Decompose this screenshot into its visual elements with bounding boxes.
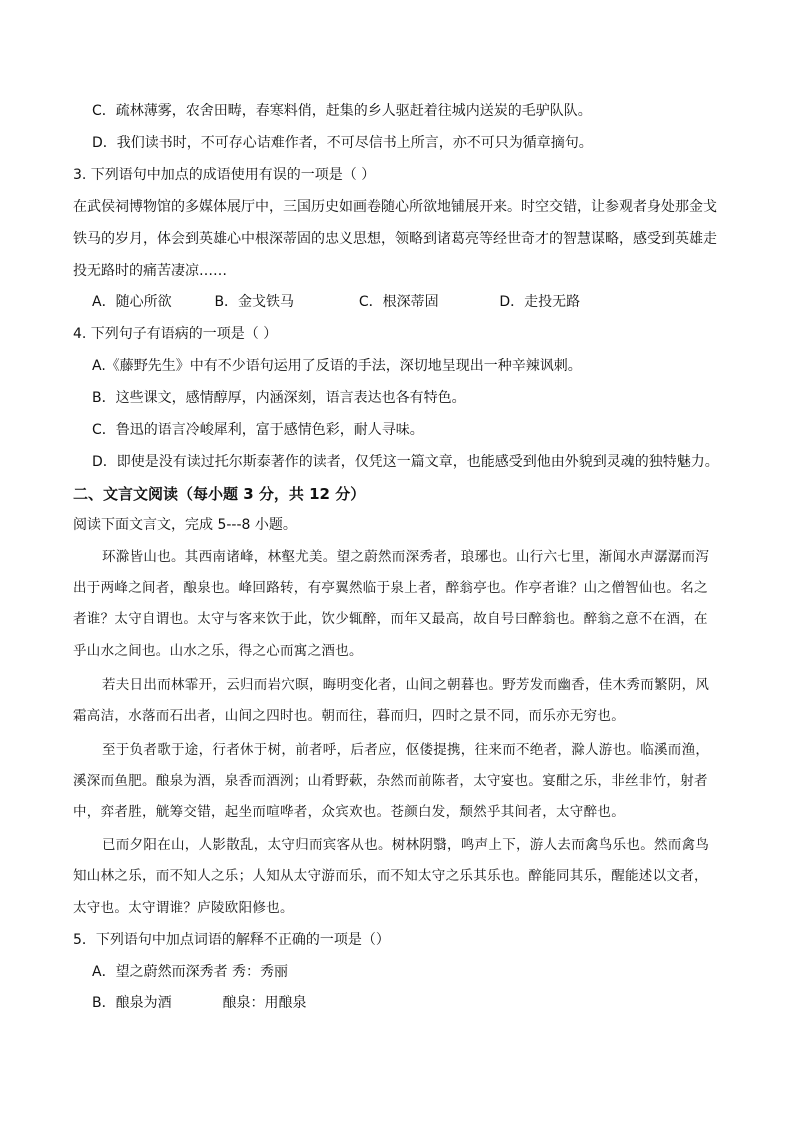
passage-p4-line-2: 知山林之乐，而不知人之乐；人知从太守游而乐，而不知太守之乐其乐也。醉能同其乐，醒能述以文者， bbox=[73, 868, 708, 884]
q5-stem: 5．下列语句中加点词语的解释不正确的一项是（） bbox=[73, 932, 390, 948]
q2-option-c: C．疏林薄雾，农舍田畴，春寒料俏，赶集的乡人驱赶着往城内送炭的毛驴队队。 bbox=[92, 103, 592, 119]
passage-p1-line-4: 乎山水之间也。山水之乐，得之心而寓之酒也。 bbox=[73, 643, 363, 659]
q5-option-b-text: B．酿泉为酒 bbox=[92, 995, 172, 1011]
passage-p3-line-3: 中，弈者胜，觥筹交错，起坐而喧哗者，众宾欢也。苍颜白发，颓然乎其间者，太守醉也。 bbox=[73, 804, 625, 820]
q4-option-b: B．这些课文，感情醇厚，内涵深刻，语言表达也各有特色。 bbox=[92, 390, 466, 406]
q3-stem: 3. 下列语句中加点的成语使用有误的一项是（ ） bbox=[73, 167, 376, 183]
q4-option-c: C．鲁迅的语言冷峻犀利，富于感情色彩，耐人寻味。 bbox=[92, 422, 424, 438]
passage-p3-line-2: 溪深而鱼肥。酿泉为酒，泉香而酒洌；山肴野蔌，杂然而前陈者，太守宴也。宴酣之乐，非丝非竹，射者 bbox=[73, 773, 708, 789]
q4-option-a: A.《藤野先生》中有不少语句运用了反语的手法，深切地呈现出一种辛辣讽刺。 bbox=[92, 358, 582, 374]
q2-option-d: D．我们读书时，不可存心诘难作者，不可尽信书上所言，亦不可只为循章摘句。 bbox=[92, 135, 593, 151]
passage-p3-line-1: 至于负者歌于途，行者休于树，前者呼，后者应，伛偻提携，往来而不绝者，滁人游也。临溪而渔， bbox=[102, 742, 710, 758]
q3-option-d: D．走投无路 bbox=[499, 294, 581, 310]
q3-passage-line-3: 投无路时的痛苦凄凉…… bbox=[73, 263, 227, 279]
q5-option-b-gloss: 酿泉：用酿泉 bbox=[222, 995, 307, 1011]
section-2-heading: 二、文言文阅读（每小题 3 分，共 12 分） bbox=[73, 485, 366, 503]
q5-option-a: A．望之蔚然而深秀者 秀：秀丽 bbox=[92, 964, 289, 980]
q4-stem: 4. 下列句子有语病的一项是（ ） bbox=[73, 326, 278, 342]
q3-options bbox=[92, 292, 580, 312]
passage-p2-line-2: 霜高洁，水落而石出者，山间之四时也。朝而往，暮而归，四时之景不同，而乐亦无穷也。 bbox=[73, 708, 625, 724]
passage-p4-line-1: 已而夕阳在山，人影散乱，太守归而宾客从也。树林阴翳，鸣声上下，游人去而禽鸟乐也。然而禽鸟 bbox=[102, 837, 710, 853]
passage-p4-line-3: 太守也。太守谓谁？庐陵欧阳修也。 bbox=[73, 900, 294, 916]
q3-option-a: A．随心所欲 bbox=[92, 294, 172, 310]
passage-p1-line-2: 出于两峰之间者，酿泉也。峰回路转，有亭翼然临于泉上者，醉翁亭也。作亭者谁？山之僧智仙也。名之 bbox=[73, 580, 708, 596]
passage-p1-line-1: 环滁皆山也。其西南诸峰，林壑尤美。望之蔚然而深秀者，琅琊也。山行六七里，渐闻水声潺潺而泻 bbox=[102, 549, 710, 565]
section-2-instruction: 阅读下面文言文，完成 5---8 小题。 bbox=[73, 517, 297, 533]
q3-option-b: B．金戈铁马 bbox=[214, 294, 295, 310]
q5-option-b bbox=[92, 993, 306, 1013]
q3-option-c: C．根深蒂固 bbox=[358, 294, 439, 310]
q3-passage-line-2: 铁马的岁月，体会到英雄心中根深蒂固的忠义思想，领略到诸葛亮等经世奇才的智慧谋略，感受到英雄走 bbox=[73, 231, 717, 247]
q4-option-d: D．即使是没有读过托尔斯泰著作的读者，仅凭这一篇文章，也能感受到他由外貌到灵魂的独特魅力。 bbox=[92, 454, 719, 470]
q3-passage-line-1: 在武侯祠博物馆的多媒体展厅中，三国历史如画卷随心所欲地铺展开来。时空交错，让参观者身处那金戈 bbox=[73, 199, 717, 215]
passage-p2-line-1: 若夫日出而林霏开，云归而岩穴暝，晦明变化者，山间之朝暮也。野芳发而幽香，佳木秀而繁阴，风 bbox=[102, 677, 710, 693]
passage-p1-line-3: 者谁？太守自谓也。太守与客来饮于此，饮少辄醉，而年又最高，故自号曰醉翁也。醉翁之意不在酒，在 bbox=[73, 611, 708, 627]
